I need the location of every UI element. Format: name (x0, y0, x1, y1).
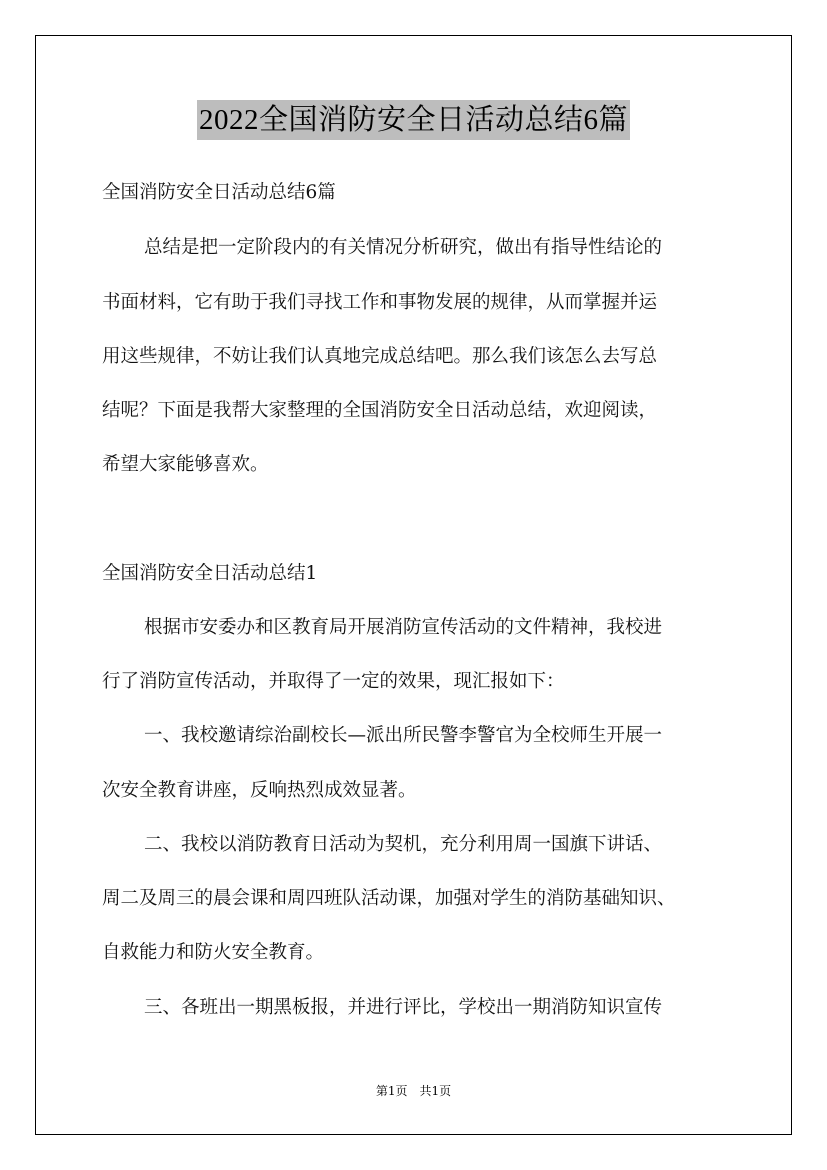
paragraph-line: 二、我校以消防教育日活动为契机，充分利用周一国旗下讲话、 (144, 834, 663, 855)
title-container (0, 100, 827, 140)
paragraph-line: 根据市安委办和区教育局开展消防宣传活动的文件精神，我校进 (144, 617, 663, 638)
paragraph-line: 总结是把一定阶段内的有关情况分析研究，做出有指导性结论的 (144, 237, 663, 258)
paragraph-line: 三、各班出一期黑板报，并进行评比，学校出一期消防知识宣传 (144, 997, 663, 1018)
paragraph-line: 自救能力和防火安全教育。 (102, 942, 325, 963)
subtitle-line: 全国消防安全日活动总结6篇 (102, 182, 336, 203)
paragraph-line: 希望大家能够喜欢。 (102, 454, 269, 475)
paragraph-line: 用这些规律，不妨让我们认真地完成总结吧。那么我们该怎么去写总 (102, 346, 658, 367)
paragraph-line: 周二及周三的晨会课和周四班队活动课，加强对学生的消防基础知识、 (102, 888, 676, 909)
page-total: 共1页 (419, 1084, 452, 1098)
section-heading: 全国消防安全日活动总结1 (102, 563, 318, 584)
page-number: 第1页 (375, 1084, 408, 1098)
paragraph-line: 一、我校邀请综治副校长—派出所民警李警官为全校师生开展一 (144, 725, 663, 746)
paragraph-line: 书面材料，它有助于我们寻找工作和事物发展的规律，从而掌握并运 (102, 292, 658, 313)
document-title: 2022全国消防安全日活动总结6篇 (197, 100, 630, 140)
paragraph-line: 结呢？下面是我帮大家整理的全国消防安全日活动总结，欢迎阅读， (102, 400, 658, 421)
paragraph-line: 次安全教育讲座，反响热烈成效显著。 (102, 780, 417, 801)
paragraph-line: 行了消防宣传活动，并取得了一定的效果，现汇报如下： (102, 671, 565, 692)
page-footer (0, 1083, 827, 1099)
